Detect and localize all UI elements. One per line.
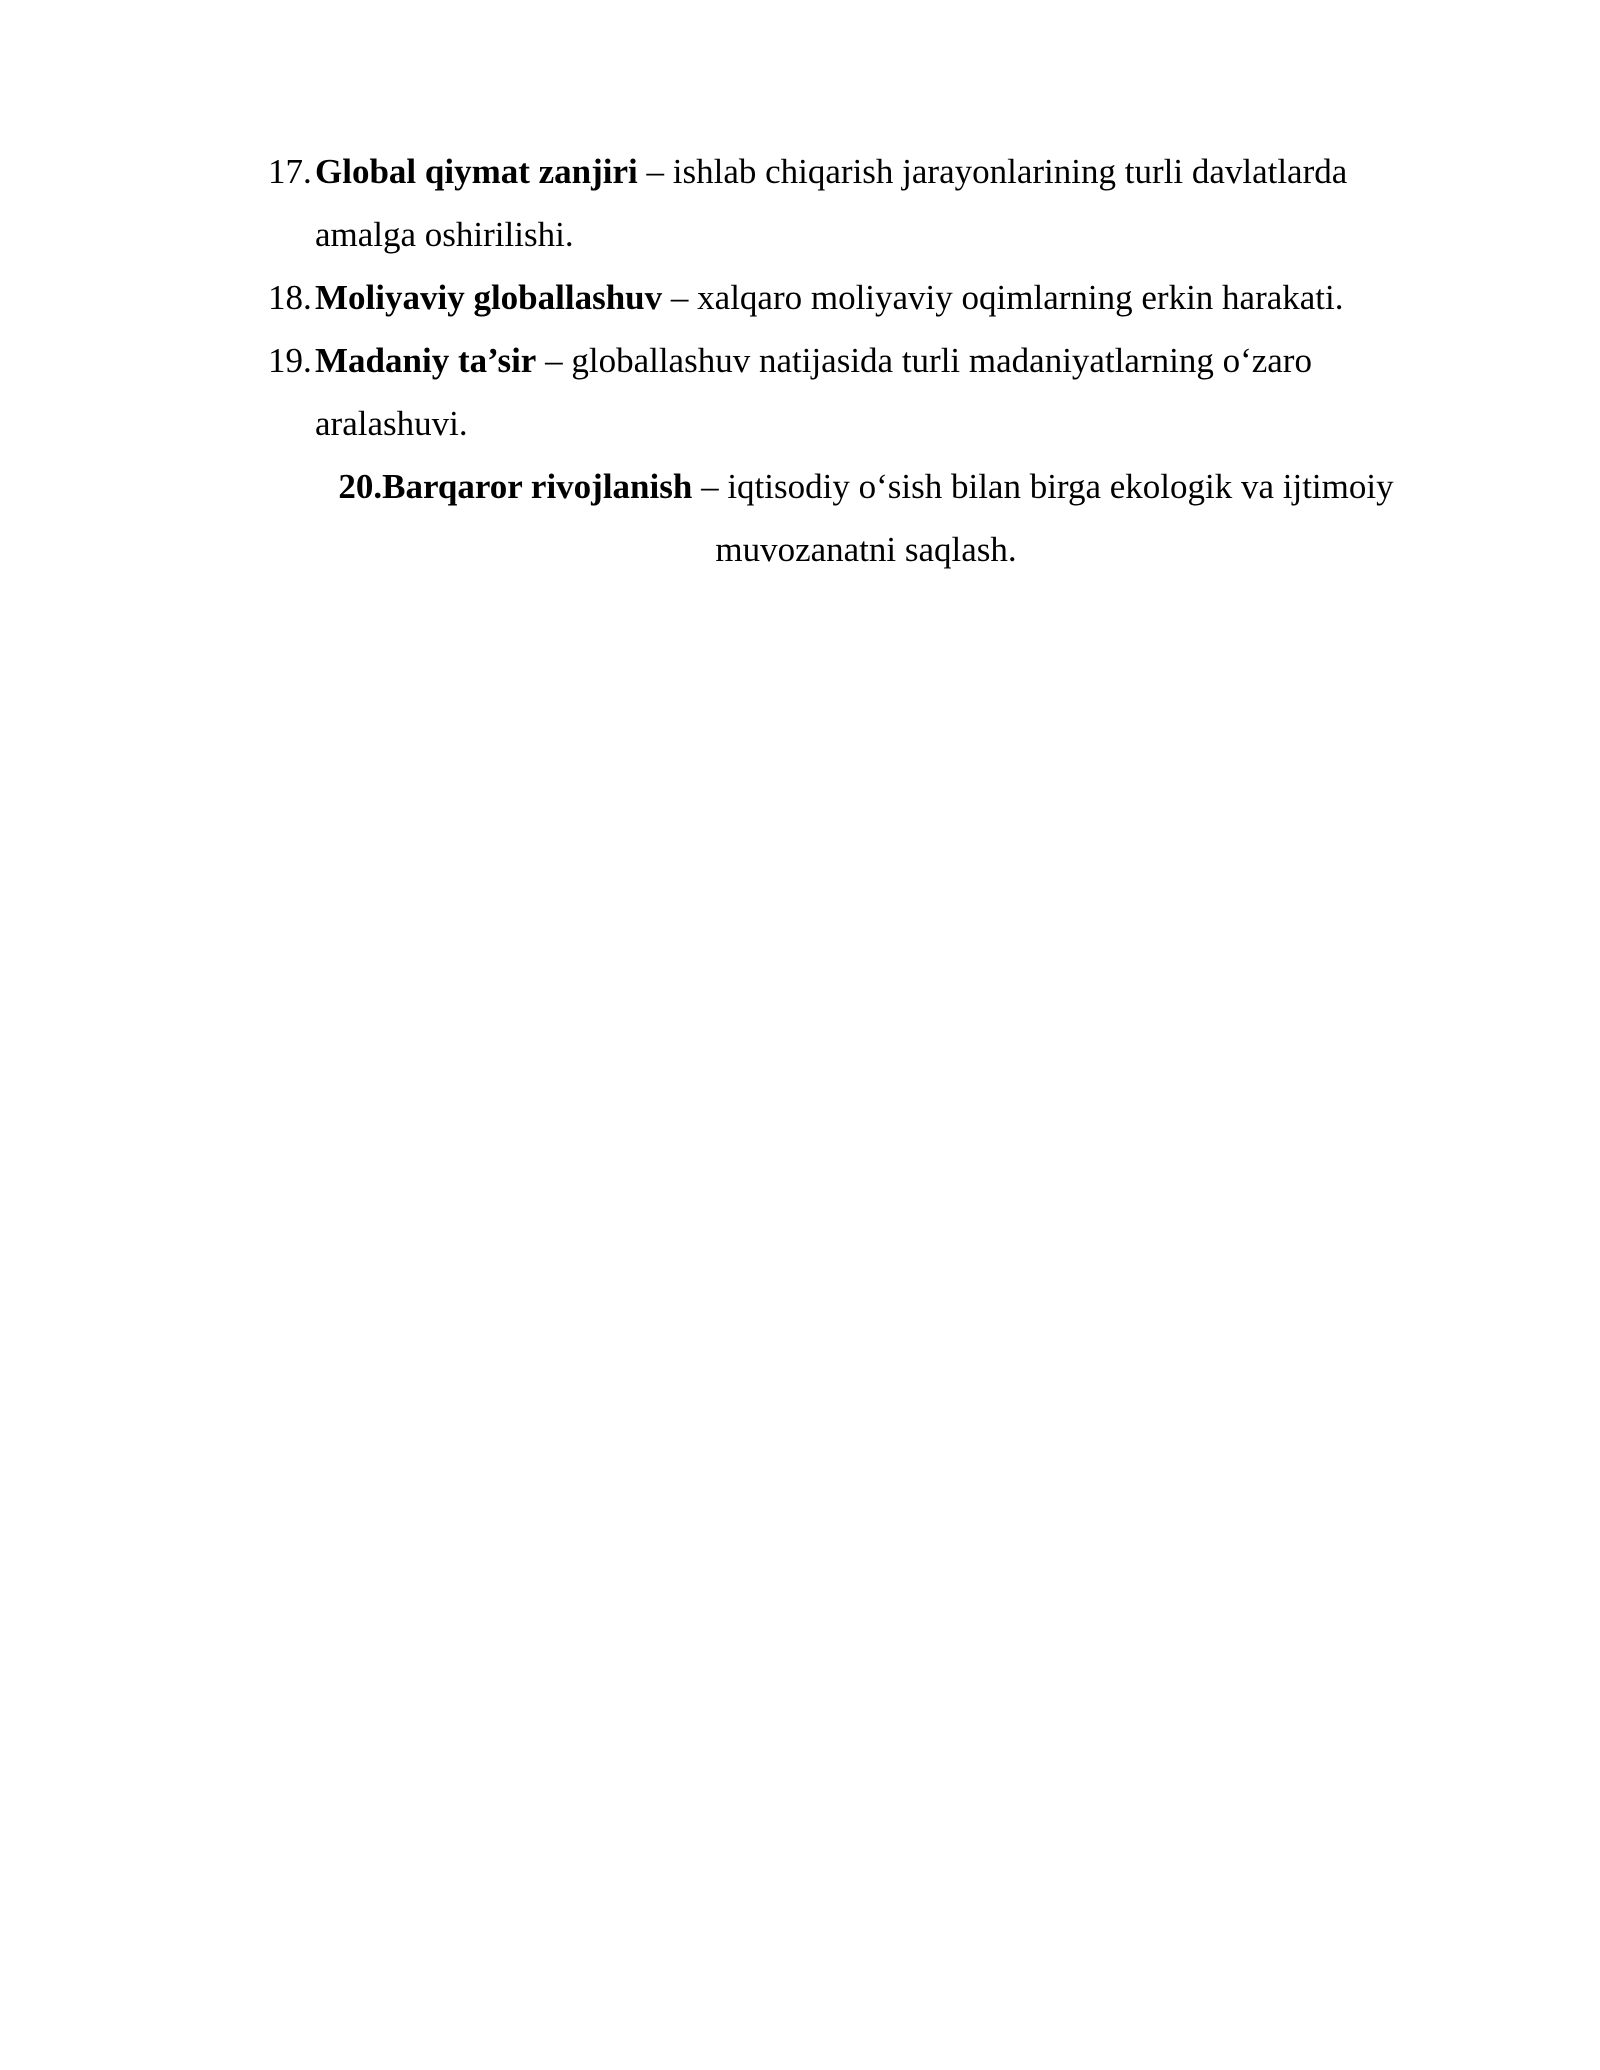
list-item [276,455,1456,581]
item-term: Moliyaviy globallashuv [315,278,663,317]
item-definition: – xalqaro moliyaviy oqimlarning erkin harakati. [662,278,1344,317]
item-term: Global qiymat zanjiri [315,152,638,191]
item-definition: – iqtisodiy o‘sish bilan birga ekologik va ijtimoiy muvozanatni saqlash. [692,467,1394,569]
item-term: Barqaror rivojlanish [382,467,693,506]
item-definition: – globallashuv natijasida turli madaniyatlarning o‘zaro aralashuvi. [315,341,1312,443]
list-item [268,329,1448,455]
list-item [268,266,1448,329]
item-number: 17. [268,152,312,191]
item-term: Madaniy ta’sir [315,341,537,380]
glossary-list [268,140,1448,581]
item-definition: – ishlab chiqarish jarayonlarining turli davlatlarda amalga oshirilishi. [315,152,1348,254]
item-number: 18. [268,278,312,317]
list-item [268,140,1448,266]
item-number: 19. [268,341,312,380]
item-number: 20. [338,467,383,506]
